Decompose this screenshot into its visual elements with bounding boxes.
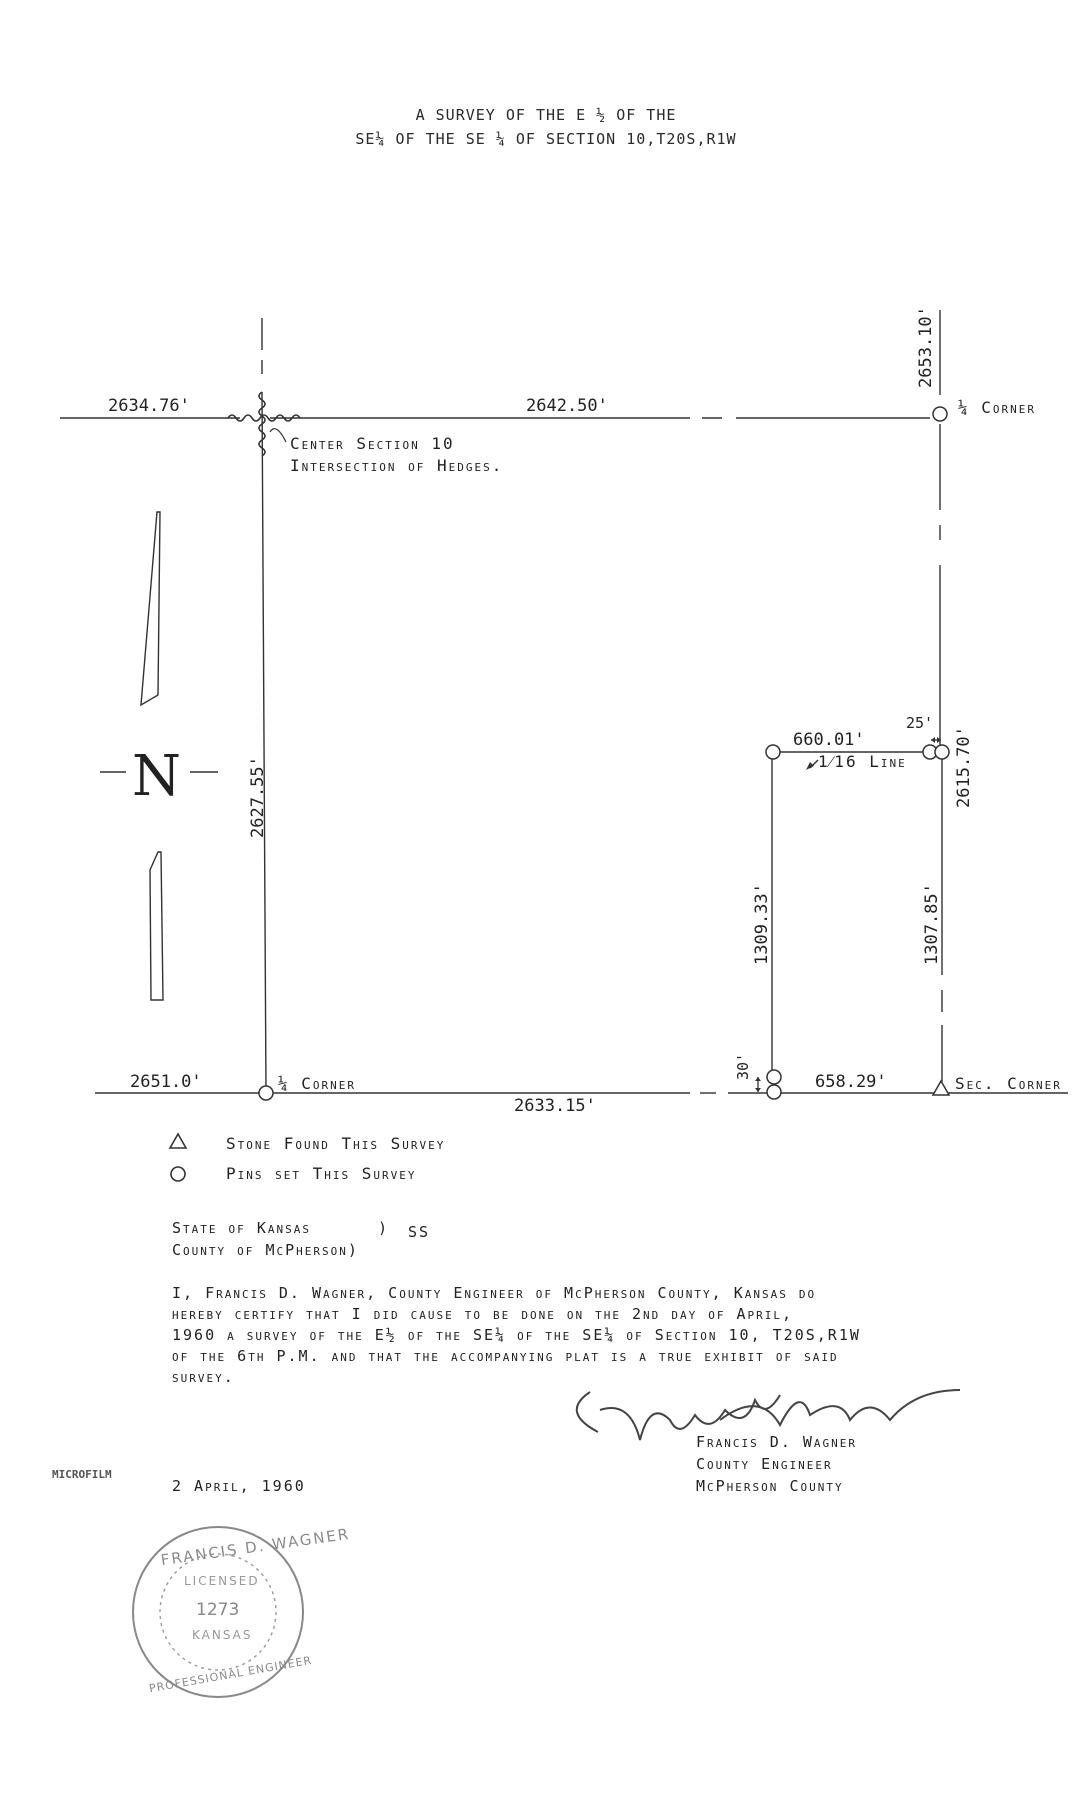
dim-bottom-right: 658.29' [815, 1072, 887, 1092]
seal-state: KANSAS [192, 1628, 253, 1642]
sig-name: Francis D. Wagner [696, 1433, 858, 1451]
dim-offset-top: 25' [906, 714, 934, 732]
north-arrow-upper-icon [141, 512, 160, 705]
cert-state: State of Kansas [172, 1219, 311, 1237]
legend-triangle-icon [170, 1134, 186, 1148]
pin-ne-quarter [933, 407, 947, 421]
title-line-1: A SURVEY OF THE E ½ OF THE [415, 106, 677, 124]
legend-stone: Stone Found This Survey [226, 1134, 446, 1153]
pin-parcel-sw-2 [767, 1085, 781, 1099]
north-arrow-lower-icon [150, 852, 163, 1000]
sig-county: McPherson County [696, 1477, 844, 1495]
pin-parcel-ne-2 [935, 745, 949, 759]
sig-title: County Engineer [696, 1455, 833, 1473]
cert-date: 2 April, 1960 [172, 1477, 306, 1495]
seal-number: 1273 [196, 1600, 240, 1620]
dim-bottom-mid: 2633.15' [514, 1096, 596, 1116]
stone-sec-corner [933, 1081, 949, 1095]
pin-sw-quarter [259, 1086, 273, 1100]
seal-top-text: FRANCIS D. WAGNER [159, 1524, 352, 1570]
label-center-section: Center Section 10 [290, 434, 455, 453]
cert-paren: ) [378, 1219, 390, 1237]
cert-ss: SS [408, 1223, 431, 1241]
label-sec-corner: Sec. Corner [955, 1074, 1062, 1093]
title-line-2: SE¼ OF THE SE ¼ OF SECTION 10,T20S,R1W [355, 130, 737, 148]
label-16-line: 1⁄16 Line [818, 752, 907, 771]
dim-parcel-west: 1309.33' [752, 883, 772, 965]
pin-parcel-nw [766, 745, 780, 759]
dim-bottom-left: 2651.0' [130, 1072, 202, 1092]
label-quarter-ne: ¼ Corner [958, 398, 1037, 417]
cert-body-5: survey. [172, 1368, 235, 1386]
microfilm-stamp: MICROFILM [52, 1468, 112, 1481]
north-symbol: N [132, 744, 181, 809]
dim-right-top: 2653.10' [916, 306, 936, 388]
dim-offset-bottom: 30' [734, 1052, 752, 1080]
dim-top: 2642.50' [526, 396, 608, 416]
legend-pins: Pins set This Survey [226, 1164, 417, 1183]
cert-body-1: I, Francis D. Wagner, County Engineer of McPherson County, Kansas do [172, 1284, 817, 1302]
dim-right-side: 2615.70' [954, 726, 974, 808]
dim-top-left: 2634.76' [108, 396, 190, 416]
seal-licensed: LICENSED [184, 1574, 260, 1588]
label-quarter-sw: ¼ Corner [278, 1074, 357, 1093]
dim-parcel-east: 1307.85' [922, 883, 942, 965]
cert-body-3: 1960 a survey of the E½ of the SE¼ of the SE¼ of Section 10, T20S,R1W [172, 1326, 861, 1344]
cert-body-2: hereby certify that I did cause to be done on the 2nd day of April, [172, 1305, 794, 1323]
label-hedges: Intersection of Hedges. [290, 456, 504, 475]
seal-bottom-text: PROFESSIONAL ENGINEER [148, 1653, 314, 1696]
cert-body-4: of the 6th P.M. and that the accompanying plat is a true exhibit of said [172, 1347, 839, 1365]
dim-parcel-top: 660.01' [793, 730, 865, 750]
pin-parcel-sw-1 [767, 1070, 781, 1084]
legend-circle-icon [171, 1167, 185, 1181]
dim-west-side: 2627.55' [248, 756, 268, 838]
cert-county: County of McPherson) [172, 1241, 359, 1259]
west-section-line [262, 392, 266, 1092]
